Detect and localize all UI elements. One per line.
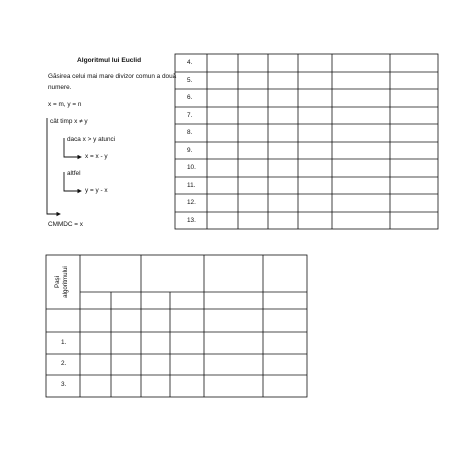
right-row-label: 13.: [187, 217, 196, 224]
algorithm-else-assign: y = y - x: [85, 187, 108, 194]
flow-arrows: [47, 118, 81, 214]
right-row-label: 10.: [187, 164, 196, 171]
algorithm-description-line2: numere.: [48, 84, 72, 91]
header-line2: algoritmului: [61, 266, 69, 298]
algorithm-result: CMMDC = x: [48, 221, 83, 228]
bottom-table-header: [23, 266, 103, 298]
bottom-row-label: 3.: [61, 381, 67, 388]
header-line1: Pași: [54, 275, 61, 289]
right-row-label: 6.: [187, 94, 193, 101]
algorithm-while: cât timp x ≠ y: [50, 118, 88, 125]
algorithm-description-line1: Găsirea celui mai mare divizor comun a două: [48, 73, 177, 80]
right-row-label: 12.: [187, 199, 196, 206]
algorithm-else: altfel: [67, 170, 81, 177]
algorithm-if: daca x > y atunci: [67, 136, 116, 143]
right-row-label: 5.: [187, 77, 193, 84]
right-table: [175, 54, 438, 229]
while-loop-arrow: [47, 118, 60, 214]
right-row-label: 4.: [187, 59, 193, 66]
algorithm-init: x = m, y = n: [48, 101, 82, 108]
bottom-row-label: 2.: [61, 360, 67, 367]
right-row-label: 11.: [187, 182, 196, 189]
bottom-row-label: 1.: [61, 339, 67, 346]
right-row-label: 8.: [187, 129, 193, 136]
right-row-label: 7.: [187, 112, 193, 119]
right-row-label: 9.: [187, 147, 193, 154]
else-branch-arrow: [64, 172, 81, 191]
algorithm-then-assign: x = x - y: [85, 153, 108, 160]
if-branch-arrow: [64, 138, 81, 157]
algorithm-title: Algoritmul lui Euclid: [77, 57, 142, 64]
